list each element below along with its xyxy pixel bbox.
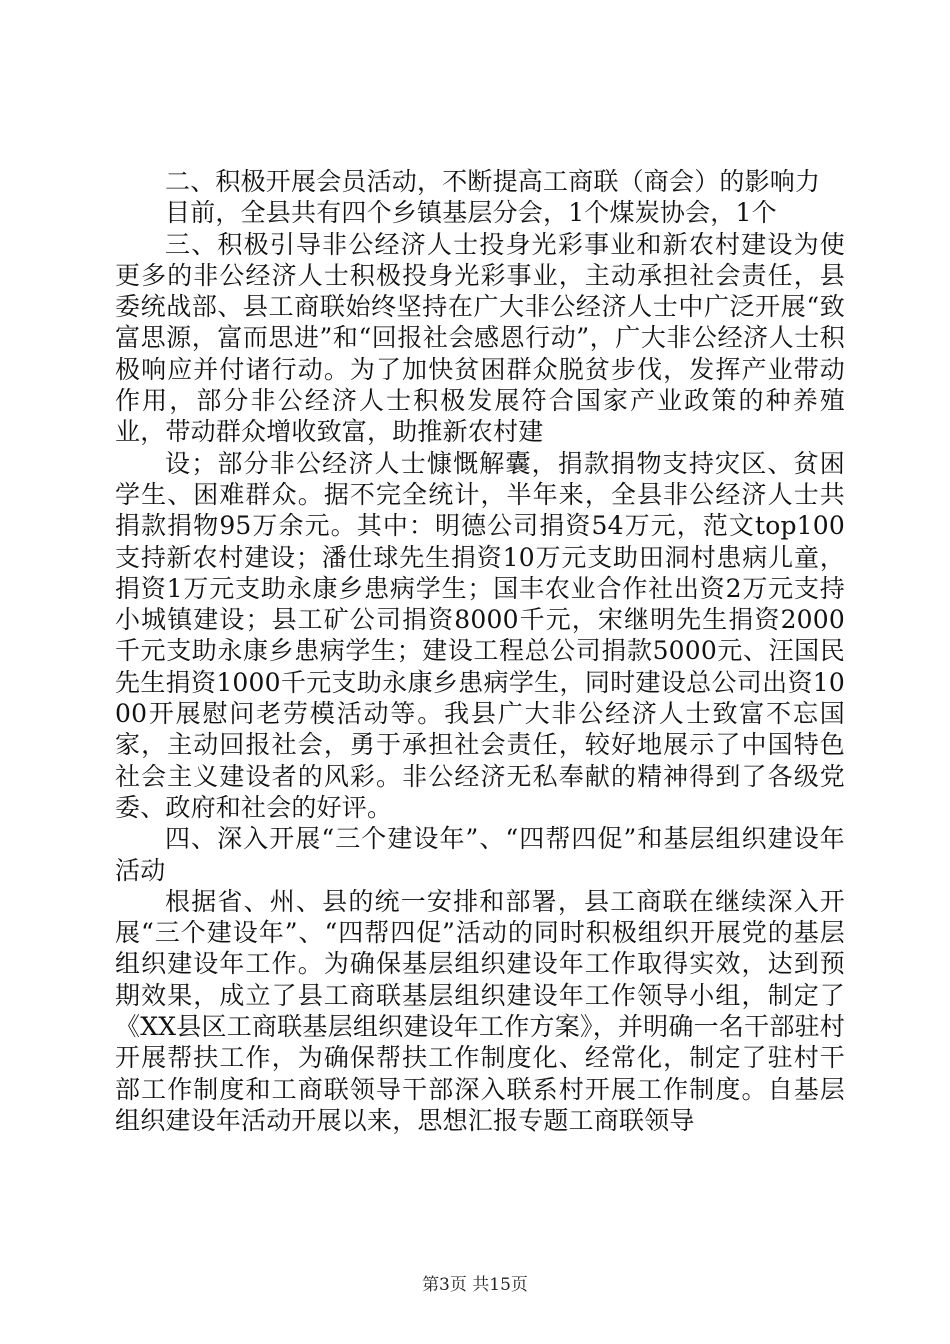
paragraph-branch-count: 目前，全县共有四个乡镇基层分会，1个煤炭协会，1个	[165, 198, 777, 228]
page-number-footer: 第3页 共15页	[422, 1275, 528, 1295]
paragraph-donations: 设；部分非公经济人士慷慨解囊，捐款捐物支持灾区、贫困学生、困难群众。据不完全统计，半年来，全县非公经济人士共捐款捐物95万余元。其中：明德公司捐资54万元，范文top100支持新农村建设；潘仕球先生捐资10万元支助田洞村患病儿童，捐资1万元支助永康乡患病学生；国丰农业合作社出资2万元支持小城镇建设；县工矿公司捐资8000千元，宋继明先生捐资2000千元支助永康乡患病学生；建设工程总公司捐款5000元、汪国民先生捐资1000千元支助永康乡患病学生，同时建设总公司出资1000开展慰问老劳模活动等。我县广大非公经济人士致富不忘国家，主动回报社会，勇于承担社会责任，较好地展示了中国特色社会主义建设者的风彩。非公经济无私奉献的精神得到了各级党委、政府和社会的好评。	[115, 448, 845, 822]
paragraph-section-four-heading: 四、深入开展“三个建设年”、“四帮四促”和基层组织建设年活动	[115, 824, 845, 885]
paragraph-section-two-heading: 二、积极开展会员活动，不断提高工商联（商会）的影响力	[165, 167, 821, 196]
document-body	[115, 166, 845, 1136]
paragraph-section-three: 三、积极引导非公经济人士投身光彩事业和新农村建设为使更多的非公经济人士积极投身光彩事业，主动承担社会责任，县委统战部、县工商联始终坚持在广大非公经济人士中广泛开展“致富思源，富而思进”和“回报社会感恩行动”，广大非公经济人士积极响应并付诸行动。为了加快贫困群众脱贫步伐，发挥产业带动作用，部分非公经济人士积极发展符合国家产业政策的种养殖业，带动群众增收致富，助推新农村建	[115, 229, 845, 447]
paragraph-organization-building: 根据省、州、县的统一安排和部署，县工商联在继续深入开展“三个建设年”、“四帮四促”活动的同时积极组织开展党的基层组织建设年工作。为确保基层组织建设年工作取得实效，达到预期效果，成立了县工商联基层组织建设年工作领导小组，制定了《XX县区工商联基层组织建设年工作方案》，并明确一名干部驻村开展帮扶工作，为确保帮扶工作制度化、经常化，制定了驻村干部工作制度和工商联领导干部深入联系村开展工作制度。自基层组织建设年活动开展以来，思想汇报专题工商联领导	[115, 886, 845, 1135]
